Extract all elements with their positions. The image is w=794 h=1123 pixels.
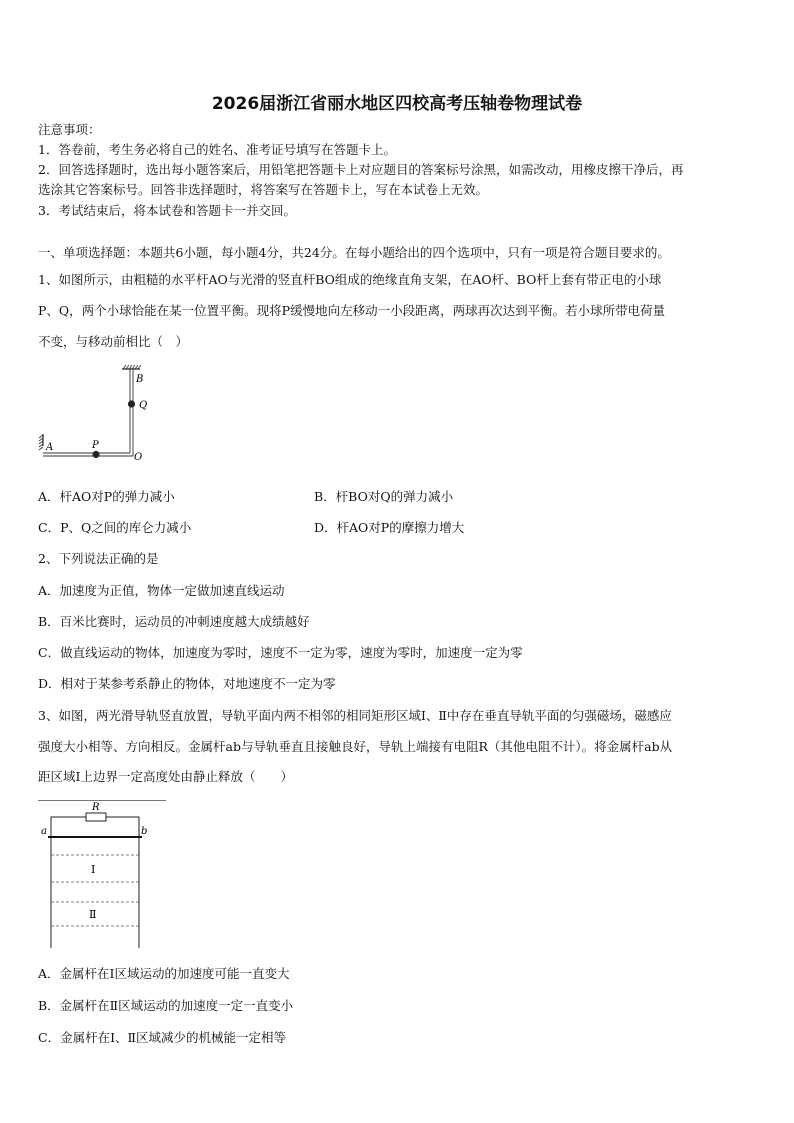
label-region-1: Ⅰ — [91, 863, 96, 876]
question-1-line: 1、如图所示，由粗糙的水平杆AO与光滑的竖直杆BO组成的绝缘直角支架，在AO杆、BO杆上套有带正电的小球 — [38, 272, 662, 287]
question-1-option-c: C．P、Q之间的库仑力减小 — [38, 520, 192, 535]
ball-p — [92, 451, 99, 458]
question-3-line: 距区域Ⅰ上边界一定高度处由静止释放（ ） — [38, 769, 293, 784]
label-o: O — [134, 452, 143, 463]
label-a: A — [46, 442, 54, 453]
question-1-option-b: B．杆BO对Q的弹力减小 — [314, 489, 454, 504]
label-b: b — [141, 826, 148, 837]
question-1-option-d: D．杆AO对P的摩擦力增大 — [314, 520, 465, 535]
label-region-2: Ⅱ — [89, 908, 97, 921]
notice-item: 选涂其它答案标号。回答非选择题时，将答案写在答题卡上，写在本试卷上无效。 — [38, 182, 489, 197]
page-title: 2026届浙江省丽水地区四校高考压轴卷物理试卷 — [211, 94, 583, 114]
question-2-option: D．相对于某参考系静止的物体，对地速度不一定为零 — [38, 676, 336, 691]
question-1-line: 不变，与移动前相比（ ） — [38, 334, 189, 349]
notice-item: 2．回答选择题时，选出每小题答案后，用铅笔把答题卡上对应题目的答案标号涂黑，如需改动，用橡皮擦干净后，再 — [38, 162, 684, 177]
question-1-option-a: A．杆AO对P的弹力减小 — [38, 489, 175, 504]
label-b: B — [136, 374, 144, 385]
question-3-option: A．金属杆在Ⅰ区域运动的加速度可能一直变大 — [38, 966, 290, 981]
label-q: Q — [139, 400, 148, 411]
notice-item: 3．考试结束后，将本试卷和答题卡一并交回。 — [38, 203, 296, 218]
question-2-option: B．百米比赛时，运动员的冲刺速度越大成绩越好 — [38, 614, 310, 629]
question-3-line: 强度大小相等、方向相反。金属杆ab与导轨垂直且接触良好，导轨上端接有电阻R（其他电阻不计）。将金属杆ab从 — [38, 739, 673, 754]
section-heading: 一、单项选择题：本题共6小题，每小题4分，共24分。在每小题给出的四个选项中，只有一项是符合题目要求的。 — [38, 245, 670, 260]
notice-item: 1．答卷前，考生务必将自己的姓名、准考证号填写在答题卡上。 — [38, 142, 396, 157]
ball-q — [128, 400, 135, 407]
question-1-figure — [36, 362, 166, 472]
label-r: R — [92, 802, 100, 813]
question-2-option: A．加速度为正值，物体一定做加速直线运动 — [38, 583, 285, 598]
notice-heading: 注意事项： — [38, 122, 101, 137]
label-p: P — [92, 440, 99, 451]
question-1-line: P、Q，两个小球恰能在某一位置平衡。现将P缓慢地向左移动一小段距离，两球再次达到平衡。若小球所带电荷量 — [38, 303, 666, 318]
question-3-option: C．金属杆在Ⅰ、Ⅱ区域减少的机械能一定相等 — [38, 1030, 286, 1045]
question-3-option: B．金属杆在Ⅱ区域运动的加速度一定一直变小 — [38, 998, 294, 1013]
question-3-line: 3、如图，两光滑导轨竖直放置，导轨平面内两不相邻的相同矩形区域Ⅰ、Ⅱ中存在垂直导轨平面的匀强磁场，磁感应 — [38, 708, 672, 723]
question-3-figure — [36, 800, 156, 950]
label-a: a — [41, 826, 47, 837]
question-2-option: C．做直线运动的物体，加速度为零时，速度不一定为零，速度为零时，加速度一定为零 — [38, 645, 523, 660]
question-2-stem: 2、下列说法正确的是 — [38, 551, 159, 566]
